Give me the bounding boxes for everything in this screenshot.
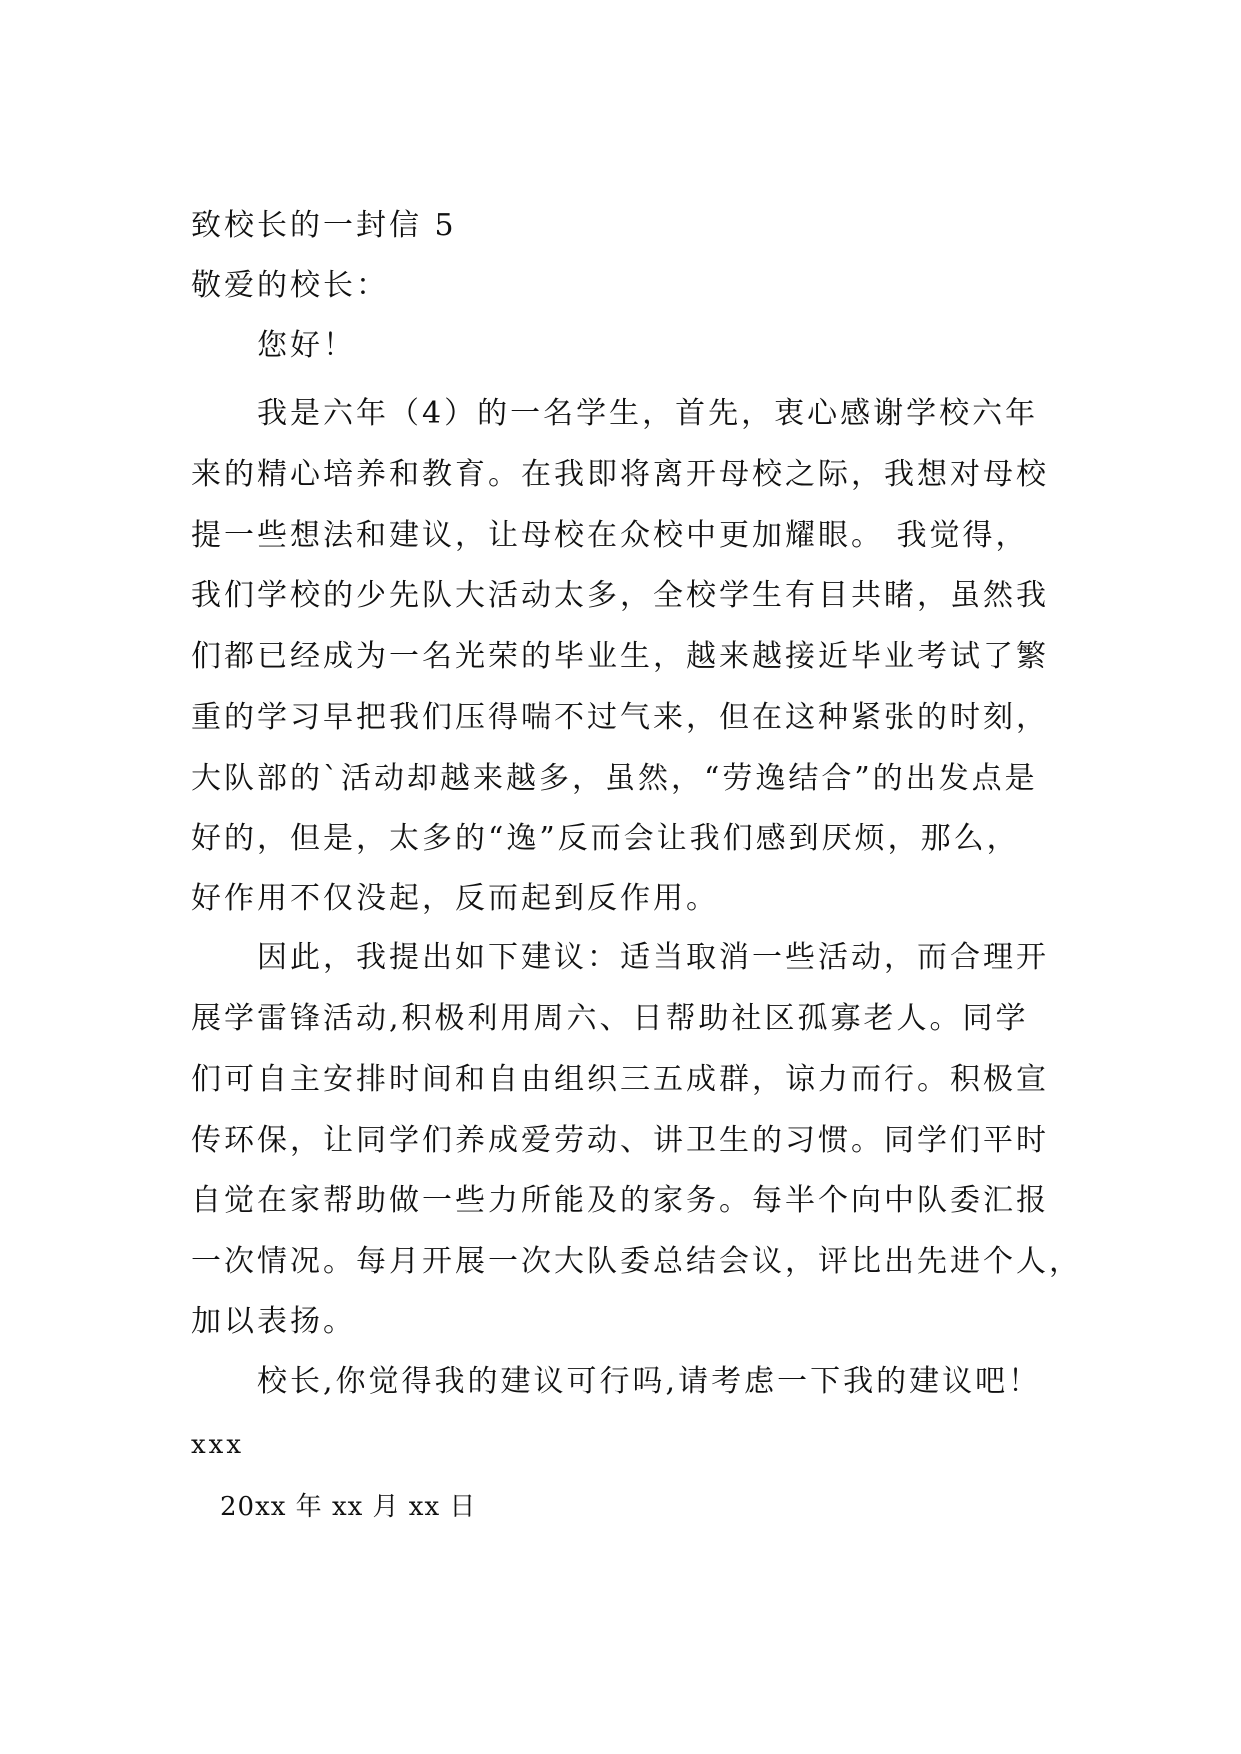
paragraph-1-line: 好作用不仅没起，反而起到反作用。 xyxy=(191,881,719,916)
paragraph-1-line: 提一些想法和建议，让母校在众校中更加耀眼。 我觉得， xyxy=(191,518,1029,553)
paragraph-1-line: 我是六年（4）的一名学生，首先，衷心感谢学校六年 xyxy=(257,396,1039,431)
paragraph-1-line: 好的，但是，太多的“逸”反而会让我们感到厌烦，那么， xyxy=(191,821,1020,856)
paragraph-2-line: 自觉在家帮助做一些力所能及的家务。每半个向中队委汇报 xyxy=(191,1183,1049,1218)
paragraph-1-line: 重的学习早把我们压得喘不过气来，但在这种紧张的时刻， xyxy=(191,700,1049,735)
salutation: 敬爱的校长： xyxy=(191,268,389,303)
paragraph-1-line: 大队部的`活动却越来越多，虽然，“劳逸结合”的出发点是 xyxy=(191,761,1038,796)
paragraph-2-line: 展学雷锋活动,积极利用周六、日帮助社区孤寡老人。同学 xyxy=(191,1001,1029,1036)
paragraph-2-line: 一次情况。每月开展一次大队委总结会议，评比出先进个人， xyxy=(191,1244,1082,1279)
document-title: 致校长的一封信 5 xyxy=(191,208,457,243)
paragraph-1-line: 我们学校的少先队大活动太多，全校学生有目共睹，虽然我 xyxy=(191,578,1049,613)
paragraph-1-line: 来的精心培养和教育。在我即将离开母校之际，我想对母校 xyxy=(191,457,1049,492)
paragraph-2-line: 加以表扬。 xyxy=(191,1304,356,1339)
paragraph-2-line: 们可自主安排时间和自由组织三五成群，谅力而行。积极宣 xyxy=(191,1062,1049,1097)
closing-line: 校长,你觉得我的建议可行吗,请考虑一下我的建议吧！ xyxy=(257,1364,1042,1399)
paragraph-2-line: 因此，我提出如下建议：适当取消一些活动，而合理开 xyxy=(257,940,1049,975)
letter-date: 20xx 年 xx 月 xx 日 xyxy=(220,1492,477,1522)
signature: xxx xyxy=(191,1430,244,1460)
paragraph-1-line: 们都已经成为一名光荣的毕业生，越来越接近毕业考试了繁 xyxy=(191,639,1049,674)
paragraph-2-line: 传环保，让同学们养成爱劳动、讲卫生的习惯。同学们平时 xyxy=(191,1123,1049,1158)
greeting: 您好！ xyxy=(257,328,356,363)
